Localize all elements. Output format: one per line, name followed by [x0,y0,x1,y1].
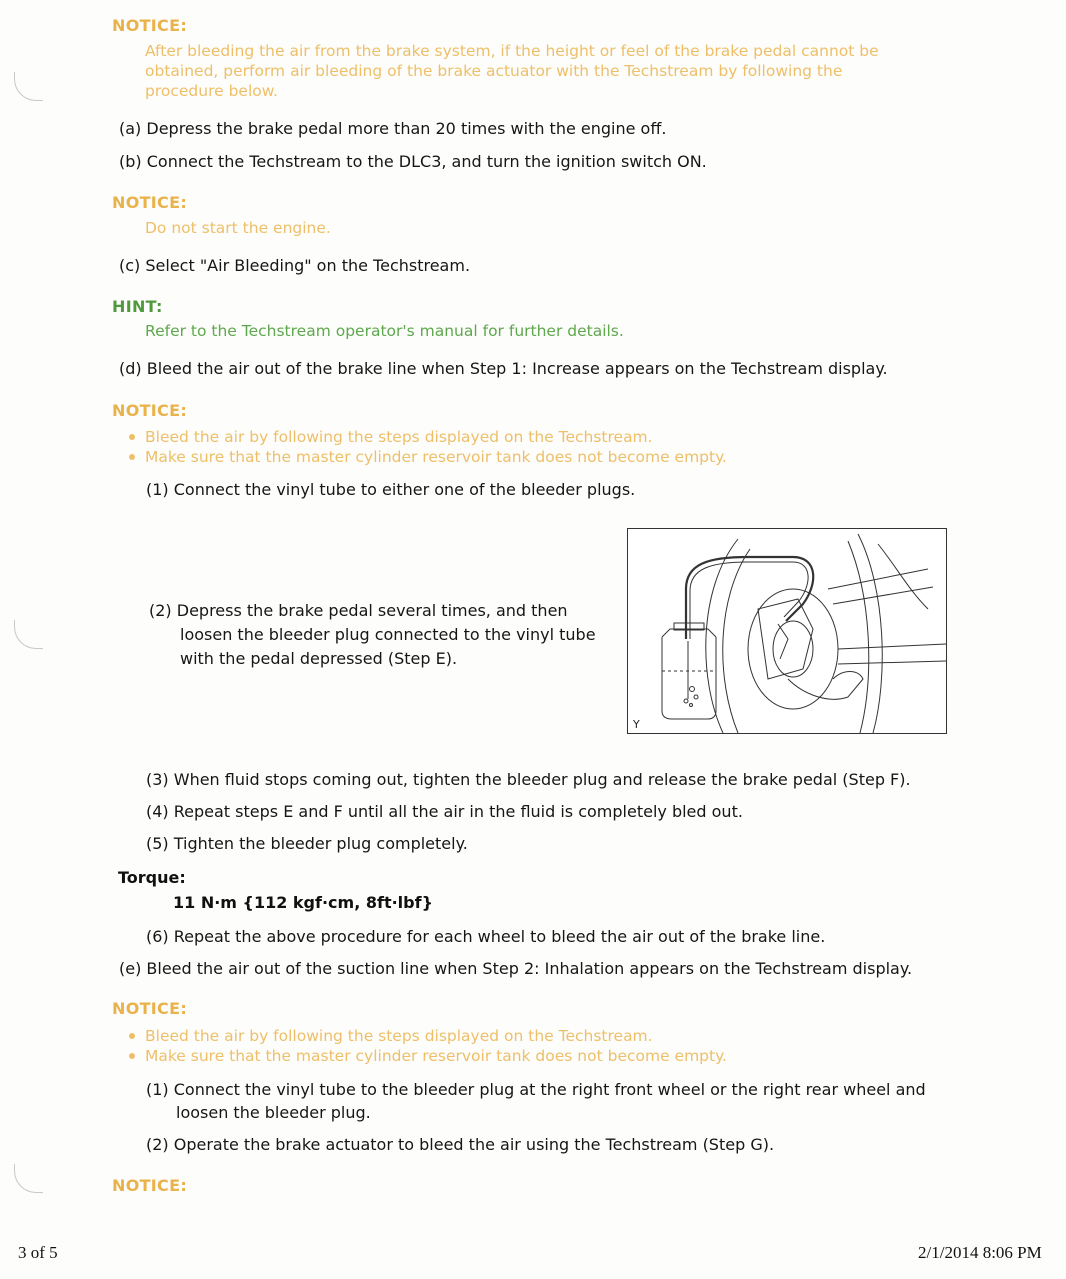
figure-label: Y [633,718,640,731]
punch-hole-mark [14,620,43,649]
substep-5: (5) Tighten the bleeder plug completely. [146,834,468,853]
substep-6: (6) Repeat the above procedure for each wheel to bleed the air out of the brake line. [146,927,826,946]
notice-bullet: Make sure that the master cylinder reservoir tank does not become empty. [127,1046,727,1066]
notice-bullet: Bleed the air by following the steps displayed on the Techstream. [127,427,727,447]
notice-bullet: Make sure that the master cylinder reservoir tank does not become empty. [127,447,727,467]
substep-e1-line: loosen the bleeder plug. [176,1103,371,1122]
notice-heading: NOTICE: [112,401,188,420]
substep-1: (1) Connect the vinyl tube to either one of the bleeder plugs. [146,480,636,499]
notice-heading: NOTICE: [112,999,188,1018]
punch-hole-mark [14,1164,43,1193]
notice-bullet: Bleed the air by following the steps displayed on the Techstream. [127,1026,727,1046]
hint-heading: HINT: [112,297,163,316]
step-d: (d) Bleed the air out of the brake line when Step 1: Increase appears on the Techstream display. [119,359,888,378]
hint-text: Refer to the Techstream operator's manual for further details. [145,322,624,340]
page-number: 3 of 5 [18,1243,58,1262]
substep-2-line: with the pedal depressed (Step E). [180,649,458,668]
notice-text-line: After bleeding the air from the brake system, if the height or feel of the brake pedal cannot be [145,42,879,60]
step-c: (c) Select "Air Bleeding" on the Techstream. [119,256,471,275]
substep-2-line: loosen the bleeder plug connected to the vinyl tube [180,625,596,644]
step-b: (b) Connect the Techstream to the DLC3, and turn the ignition switch ON. [119,152,707,171]
step-a: (a) Depress the brake pedal more than 20 times with the engine off. [119,119,667,138]
notice-text-line: obtained, perform air bleeding of the brake actuator with the Techstream by following the [145,62,843,80]
punch-hole-mark [14,72,43,101]
notice-heading: NOTICE: [112,193,188,212]
substep-4: (4) Repeat steps E and F until all the air in the fluid is completely bled out. [146,802,743,821]
print-datetime: 2/1/2014 8:06 PM [918,1243,1042,1262]
notice-text: Do not start the engine. [145,219,331,237]
substep-e2: (2) Operate the brake actuator to bleed the air using the Techstream (Step G). [146,1135,775,1154]
substep-2-line: (2) Depress the brake pedal several times, and then [149,601,568,620]
step-e: (e) Bleed the air out of the suction line when Step 2: Inhalation appears on the Techstream display. [119,959,913,978]
notice-heading: NOTICE: [112,1176,188,1195]
notice-bullet-list [127,1026,727,1066]
brake-caliper-drawing [628,529,946,733]
notice-bullet-list [127,427,727,467]
notice-text-line: procedure below. [145,82,278,100]
torque-value: 11 N·m {112 kgf·cm, 8ft·lbf} [173,893,433,912]
brake-bleeding-illustration [627,528,947,734]
substep-3: (3) When fluid stops coming out, tighten the bleeder plug and release the brake pedal (Step F). [146,770,911,789]
torque-heading: Torque: [118,868,186,887]
notice-heading: NOTICE: [112,16,188,35]
substep-e1-line: (1) Connect the vinyl tube to the bleeder plug at the right front wheel or the right rear wheel and [146,1080,926,1099]
